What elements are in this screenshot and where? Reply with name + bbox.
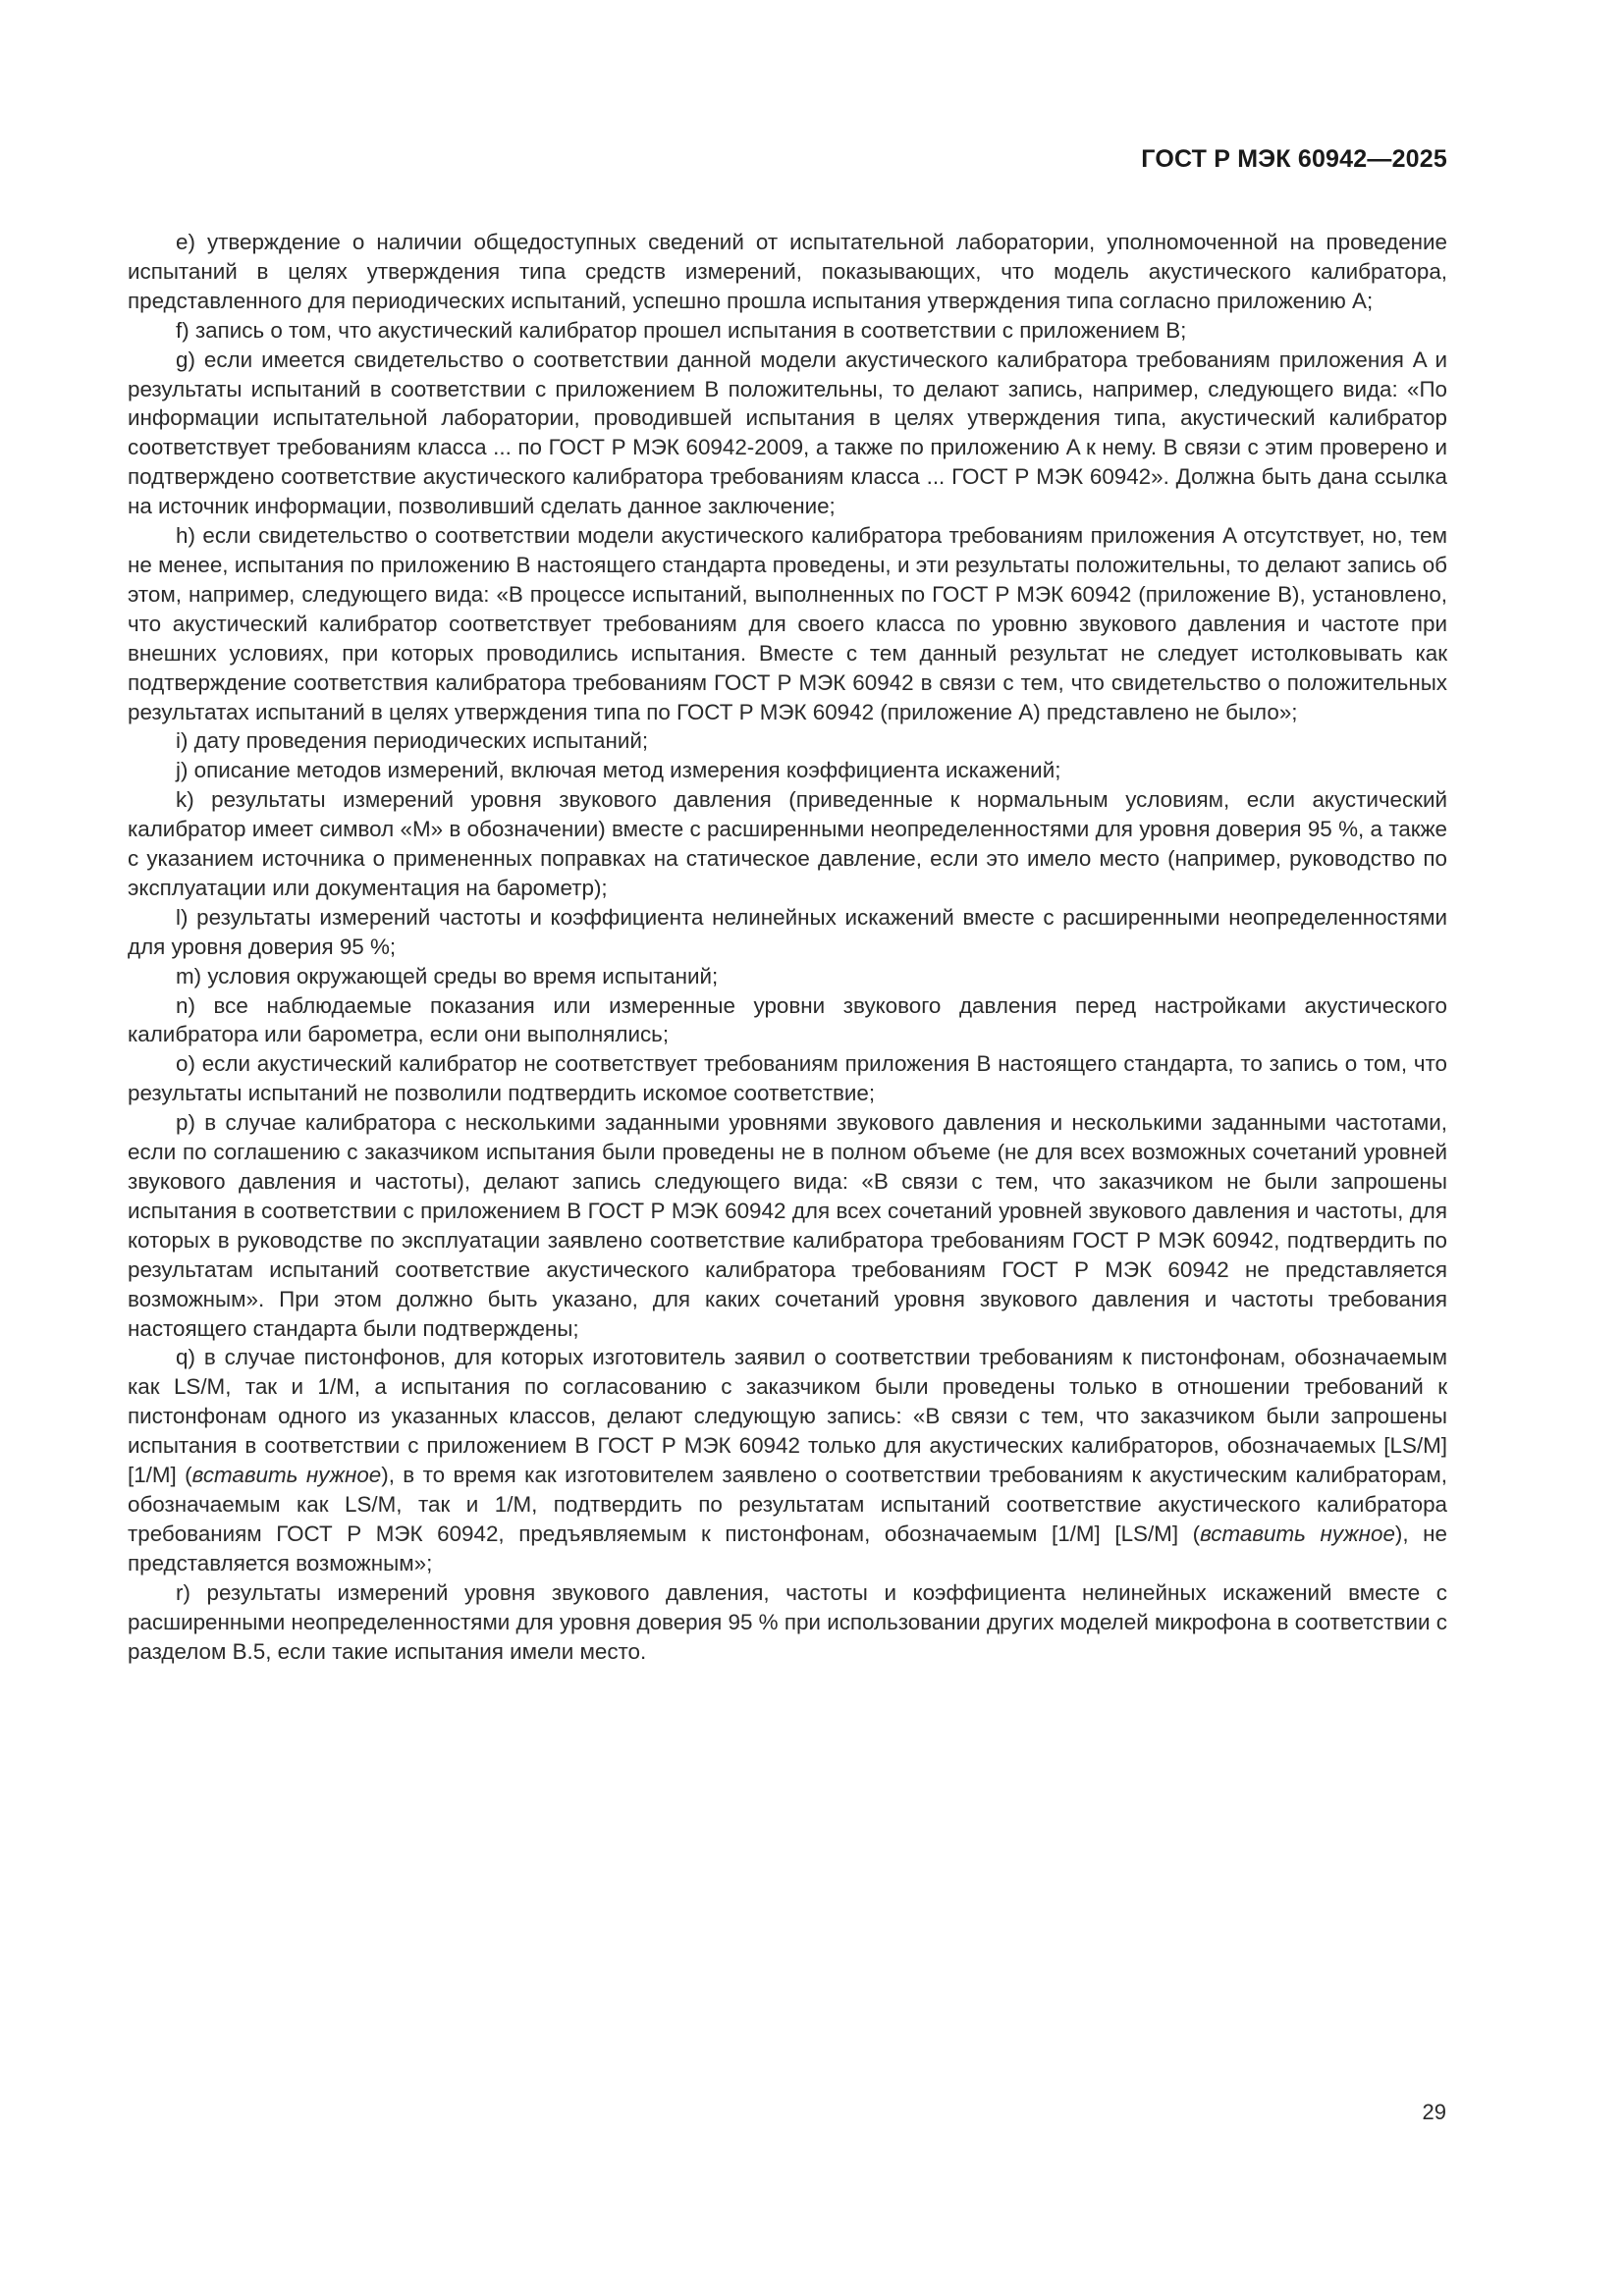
paragraph-r: r) результаты измерений уровня звукового давления, частоты и коэффициента нелинейных искажений вместе с расширенными неопределенностями для уровня доверия 95 % при использовании других моделей микрофона в соответствии с разделом B.5, если такие испытания имели место. (128, 1579, 1447, 1664)
page-number: 29 (1422, 2100, 1446, 2124)
paragraph-l: l) результаты измерений частоты и коэффициента нелинейных искажений вместе с расширенными неопределенностями для уровня доверия 95 %; (128, 904, 1447, 959)
paragraph-i: i) дату проведения периодических испытаний; (176, 728, 649, 754)
paragraph-q-italic-1: вставить нужное (191, 1463, 382, 1488)
paragraph-g: g) если имеется свидетельство о соответствии данной модели акустического калибратора требованиям приложения A и результаты испытаний в соответствии с приложением B положительны, то делают запись, например, следующего вида: «По информации испытательной лаборатории, проводившей испытания в целях утверждения типа, акустический калибратор соответствует требованиям класса ... по ГОСТ Р МЭК 60942-2009, а также по приложению A к нему. В связи с этим проверено и подтверждено соответствие акустического калибратора требованиям класса ... ГОСТ Р МЭК 60942». Должна быть дана ссылка на источник информации, позволивший сделать данное заключение; (128, 347, 1447, 519)
document-header: ГОСТ Р МЭК 60942—2025 (1141, 145, 1447, 173)
paragraph-q-italic-2: вставить нужное (1200, 1521, 1395, 1546)
paragraph-o: o) если акустический калибратор не соответствует требованиям приложения B настоящего стандарта, то запись о том, что результаты испытаний не позволили подтвердить искомое соответствие; (128, 1051, 1447, 1106)
paragraph-k: k) результаты измерений уровня звукового давления (приведенные к нормальным условиям, если акустический калибратор имеет символ «M» в обозначении) вместе с расширенными неопределенностями для уровня доверия 95 %, а также с указанием источника о примененных поправках на статическое давление, если это имело место (например, руководство по эксплуатации или документация на барометр); (128, 787, 1447, 900)
paragraph-m: m) условия окружающей среды во время испытаний; (176, 963, 719, 988)
paragraph-p: p) в случае калибратора с несколькими заданными уровнями звукового давления и несколькими заданными частотами, если по соглашению с заказчиком испытания были проведены не в полном объеме (не для всех возможных сочетаний уровней звукового давления и частоты), делают запись следующего вида: «В связи с тем, что заказчиком не были запрошены испытания в соответствии с приложением B ГОСТ Р МЭК 60942 для всех сочетаний уровней звукового давления и частоты, для которых в руководстве по эксплуатации заявлено соответствие калибратора требованиям ГОСТ Р МЭК 60942, подтвердить по результатам испытаний соответствие акустического калибратора требованиям ГОСТ Р МЭК 60942 не представляется возможным». При этом должно быть указано, для каких сочетаний уровня звукового давления и частоты требования настоящего стандарта были подтверждены; (128, 1110, 1447, 1341)
paragraph-q-part-2: ), в то время как изготовителем заявлено о соответствии требованиям к акустическим калибраторам, обозначаемым как LS/M, так и 1/M, подтвердить по результатам испытаний соответствие акустического калибратора требованиям ГОСТ Р МЭК 60942, предъявляемым к пистонфонам, обозначаемым [1/M] [LS/M] ( (128, 1463, 1447, 1546)
document-body (128, 228, 1447, 1666)
paragraph-e: e) утверждение о наличии общедоступных сведений от испытательной лаборатории, уполномоченной на проведение испытаний в целях утверждения типа средств измерений, показывающих, что модель акустического калибратора, представленного для периодических испытаний, успешно прошла испытания утверждения типа согласно приложению A; (128, 230, 1447, 313)
paragraph-q-part-1: q) в случае пистонфонов, для которых изготовитель заявил о соответствии требованиям к пистонфонам, обозначаемым как LS/M, так и 1/M, а испытания по согласованию с заказчиком были проведены только в отношении требований к пистонфонам одного из указанных классов, делают следующую запись: «В связи с тем, что заказчиком были запрошены испытания в соответствии с приложением B ГОСТ Р МЭК 60942 только для акустических калибраторов, обозначаемых [LS/M] [1/M] ( (128, 1345, 1447, 1488)
paragraph-q-part-3: ), не представляется возможным»; (128, 1521, 1447, 1575)
paragraph-h: h) если свидетельство о соответствии модели акустического калибратора требованиям приложения A отсутствует, но, тем не менее, испытания по приложению B настоящего стандарта проведены, и эти результаты положительны, то делают запись об этом, например, следующего вида: «В процессе испытаний, выполненных по ГОСТ Р МЭК 60942 (приложение B), установлено, что акустический калибратор соответствует требованиям для своего класса по уровню звукового давления и частоте при внешних условиях, при которых проводились испытания. Вместе с тем данный результат не следует истолковывать как подтверждение соответствия калибратора требованиям ГОСТ Р МЭК 60942 в связи с тем, что свидетельство о положительных результатах испытаний в целях утверждения типа по ГОСТ Р МЭК 60942 (приложение A) представлено не было»; (128, 523, 1447, 724)
paragraph-n: n) все наблюдаемые показания или измеренные уровни звукового давления перед настройками акустического калибратора или барометра, если они выполнялись; (128, 992, 1447, 1047)
paragraph-f: f) запись о том, что акустический калибратор прошел испытания в соответствии с приложением B; (176, 317, 1187, 343)
paragraph-q (128, 1343, 1447, 1577)
paragraph-j: j) описание методов измерений, включая метод измерения коэффициента искажений; (176, 758, 1061, 783)
